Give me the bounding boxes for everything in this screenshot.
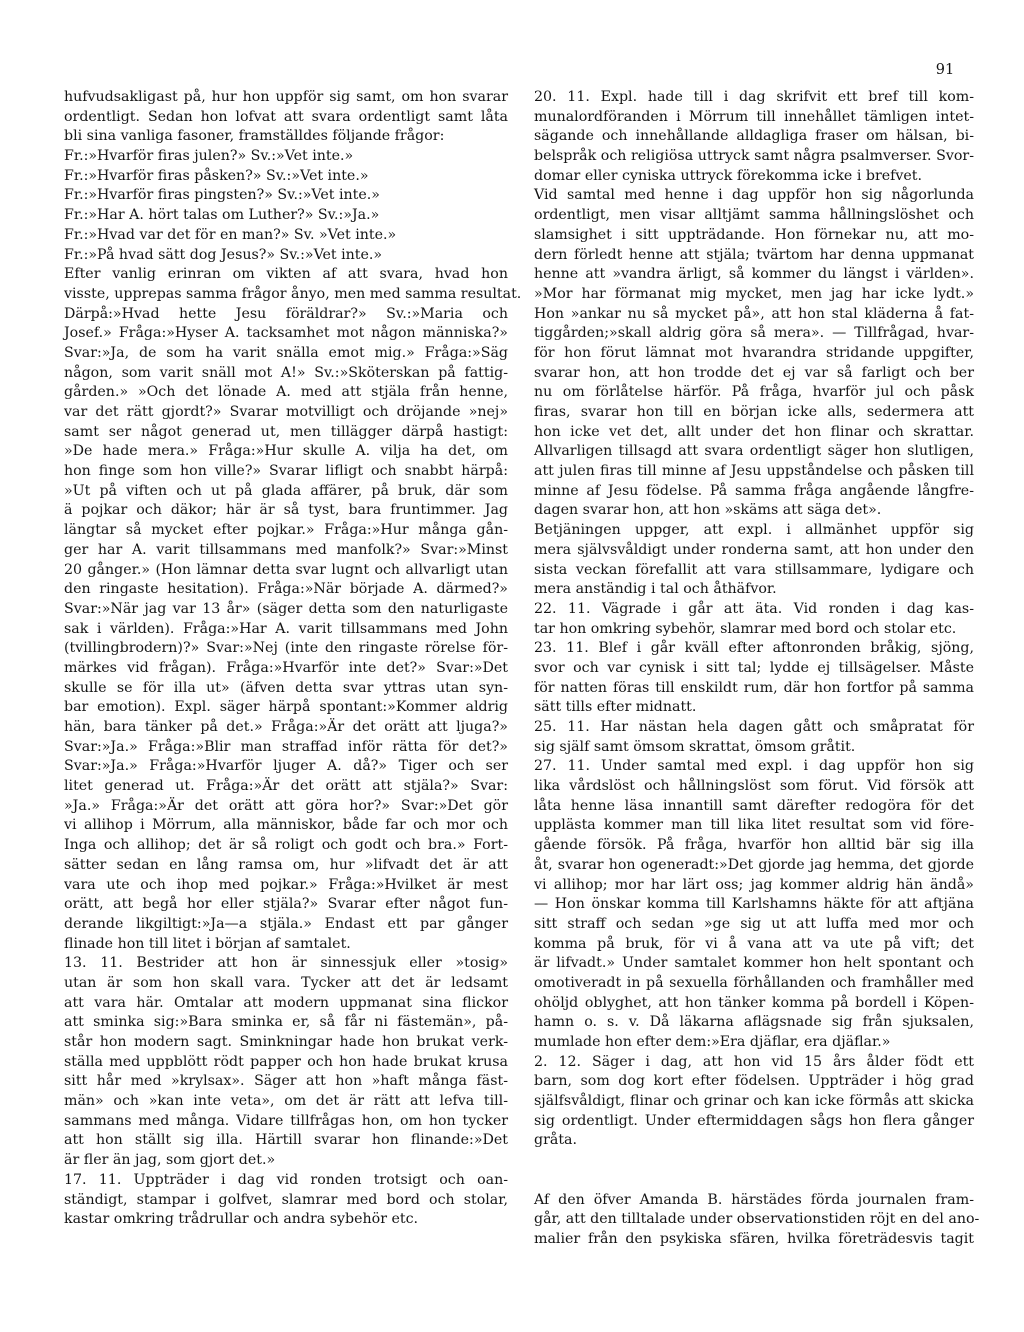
text-line: män» och »kan inte veta», om det är rätt att lefva till- <box>64 1093 508 1110</box>
text-line: kastar omkring trådrullar och andra sybehör etc. <box>64 1211 419 1228</box>
text-line: Svar:»Ja.» Fråga:»Hvarför ljuger A. då?» Tiger och ser <box>64 758 508 775</box>
text-line: dern förledt henne att stjäla; tvärtom har denna uppmanat <box>534 246 974 263</box>
text-line: flinade hon till litet i början af samtalet. <box>64 935 351 952</box>
text-line: orätt, att begå hor eller stjäla?» Svarar efter något fun- <box>64 896 508 913</box>
text-line: Betjäningen uppger, att expl. i allmänhet uppför sig <box>534 522 974 539</box>
text-line: bli sina vanliga fasoner, framställdes följande frågor: <box>64 128 445 145</box>
text-line: »De hade mera.» Fråga:»Hur skulle A. vilja ha det, om <box>64 443 508 460</box>
text-line: sig själf samt ömsom skrattat, ömsom gråtit. <box>534 738 856 755</box>
text-line: dagen svarar hon, att hon »skäms att säga det». <box>534 502 882 519</box>
text-line: belspråk och religiösa uttryck samt några psalmverser. Svor- <box>534 148 974 165</box>
right-column <box>534 88 980 1250</box>
text-line: mera självsvåldigt under ronderna samt, att hon under den <box>534 541 974 558</box>
text-line: samt ser något generad ut, men tillägger därpå hastigt: <box>64 423 508 440</box>
text-line: ställa med uppblött rödt papper och hon hade brukat krusa <box>64 1053 508 1070</box>
text-line: 27. 11. Under samtal med expl. i dag uppför hon sig <box>534 758 974 775</box>
text-line: 17. 11. Uppträder i dag vid ronden trotsigt och oan- <box>64 1171 508 1188</box>
text-line: omotiveradt in på sexuella förhållanden och framhåller med <box>534 974 974 991</box>
text-line: Svar:»När jag var 13 år» (säger detta som den naturligaste <box>64 600 508 617</box>
text-line: gården.» »Och det lönade A. med att stjäla från henne, <box>64 384 508 401</box>
text-line: sak i världen). Fråga:»Har A. varit tillsammans med John <box>64 620 508 637</box>
text-line: Josef.» Fråga:»Hyser A. tacksamhet mot någon människa?» <box>64 325 508 342</box>
text-line: Allvarligen tillsagd att svara ordentligt säger hon slutligen, <box>534 443 974 460</box>
text-line: 25. 11. Har nästan hela dagen gått och småpratat för <box>534 719 974 735</box>
text-line: sista veckan förefallit att vara stillsammare, lydigare och <box>534 561 974 578</box>
text-line: sitt hår med »krylsax». Säger att hon »haft många fäst- <box>64 1073 508 1090</box>
text-line: Fr.:»Hvarför firas pingsten?» Sv.:»Vet inte.» <box>64 187 380 204</box>
text-line: är lifvadt.» Under samtalet kommer hon helt spontant och <box>534 955 974 972</box>
text-line: nu om förlåtelse härför. På fråga, hvarför jul och påsk <box>534 384 974 401</box>
text-line: hon finge som hon ville?» Svarar lifligt och snabbt härpå: <box>64 463 508 480</box>
text-line: 20 gånger.» (Hon lämnar detta svar lugnt och allvarligt utan <box>64 561 508 578</box>
text-line: »Ja.» Fråga:»Är det orätt att göra hor?» Svar:»Det gör <box>64 797 508 814</box>
text-line: att sminka sig:»Bara sminka er, så får ni fästemän», på- <box>64 1014 508 1031</box>
text-line: »Mor har förmanat mig mycket, men jag har icke lydt.» <box>534 285 974 302</box>
blank-line <box>534 1171 974 1191</box>
text-line: 20. 11. Expl. hade till i dag skrifvit ett bref till kom- <box>534 89 974 105</box>
text-line: svarar hon, att hon trodde det ej var så farligt och ber <box>534 364 974 381</box>
text-line: Svar:»Ja, de som ha varit snälla emot mig.» Fråga:»Säg <box>64 344 508 361</box>
text-line: ger har A. varit tillsammans med manfolk?» Svar:»Minst <box>64 541 508 558</box>
text-line: tar hon omkring sybehör, slamrar med bord och stolar etc. <box>534 620 957 637</box>
text-line: sätter sedan en lång ramsa om, hur »lifvadt det är att <box>64 856 508 873</box>
text-line: tiggården;»skall aldrig göra så mera». — Tillfrågad, hvar- <box>534 325 974 342</box>
text-line: vara ute och ihop med pojkar.» Fråga:»Hvilket är mest <box>64 876 508 893</box>
text-line: 23. 11. Blef i går kväll efter aftonronden bråkig, sjöng, <box>534 640 974 657</box>
text-line: den ringaste hesitation). Fråga:»När började A. därmed?» <box>64 581 508 598</box>
text-line: sätt tills efter midnatt. <box>534 699 697 716</box>
text-line: minne af Jesu födelse. På samma fråga angående långfre- <box>534 482 974 499</box>
text-line: 22. 11. Vägrade i går att äta. Vid ronden i dag kas- <box>534 600 974 617</box>
text-line: bar emotion). Expl. säger härpå spontant:»Kommer aldrig <box>64 699 508 716</box>
text-line: »Ut på viften och ut på glada affärer, på bruk, där som <box>64 482 508 499</box>
text-line: slamsighet i sitt uppträdande. Hon förnekar nu, att mo- <box>534 226 974 243</box>
text-line: derande likgiltigt:»Ja—a stjäla.» Endast ett par gånger <box>64 915 508 932</box>
text-line: var det rätt gjordt?» Svarar motvilligt och dröjande »nej» <box>64 404 508 420</box>
text-line: firas, svarar hon till en början icke alls, sedermera att <box>534 404 974 420</box>
text-line: hufvudsakligast på, hur hon uppför sig samt, om hon svarar <box>64 89 508 105</box>
text-line: komma på bruk, för vi å vana att va ute på vift; det <box>534 935 974 952</box>
text-line: malier från den psykiska sfären, hvilka företrädesvis tagit <box>534 1230 974 1247</box>
text-line: upplästa kommer man till lika litet resultat som vid före- <box>534 817 974 834</box>
text-line: Hon »ankar nu så mycket på», att hon stal kläderna å fat- <box>534 305 974 322</box>
text-line: hän, bara tänker på det.» Fråga:»Är det orätt att ljuga?» <box>64 719 508 735</box>
text-line: Fr.:»På hvad sätt dog Jesus?» Sv.:»Vet inte.» <box>64 246 383 263</box>
text-line: munalordföranden i Mörrum till innehållet tämligen intet- <box>534 108 974 125</box>
text-line: för hon förut lämnat mot hvarandra stridande uppgifter, <box>534 344 974 361</box>
text-line: gående försök. På fråga, hvarför hon alltid bär sig illa <box>534 837 974 854</box>
text-line: visste, upprepas samma frågor ånyo, men med samma resultat. <box>64 285 522 302</box>
text-line: för natten föras till enskildt rum, där hon fortfor på samma <box>534 679 974 696</box>
text-line: att julen firas till minne af Jesu uppståndelse och påsken till <box>534 463 974 480</box>
text-line: längtar så mycket efter pojkar.» Fråga:»Hur många gån- <box>64 522 508 539</box>
text-line: domar eller cyniska uttryck förekomma icke i brefvet. <box>534 167 923 184</box>
left-column <box>64 88 522 1230</box>
text-line: är fler än jag, som gjort det.» <box>64 1152 276 1169</box>
text-line: ordentligt. Sedan hon lofvat att svara ordentligt samt låta <box>64 108 508 125</box>
text-line: märkes vid frågan). Fråga:»Hvarför inte det?» Svar:»Det <box>64 659 508 676</box>
text-line: sammans med många. Vidare tillfrågas hon, om hon tycker <box>64 1112 508 1129</box>
text-line: ständigt, stampar i golfvet, slamrar med bord och stolar, <box>64 1191 508 1208</box>
text-line: Svar:»Ja.» Fråga:»Blir man straffad inför rätta för det?» <box>64 738 508 755</box>
text-line: ä pojkar och däkor; här är så tyst, bara fruntimmer. Jag <box>64 502 508 519</box>
page-number: 91 <box>935 62 955 78</box>
text-line: skulle se för illa ut» (äfven detta svar yttras utan syn- <box>64 679 508 696</box>
text-line: vi allihop i Mörrum, alla människor, både far och mor och <box>64 817 508 834</box>
text-line: hamn o. s. v. Då läkarna aflägsnade sig från sjuksalen, <box>534 1014 974 1031</box>
text-line: står hon modern sagt. Sminkningar hade hon brukat verk- <box>64 1034 508 1050</box>
text-line: någon, som varit snäll mot A!» Sv.:»Sköterskan på fattig- <box>64 364 508 381</box>
text-line: hon icke vet det, allt under det hon flinar och skrattar. <box>534 423 974 440</box>
text-line: barn, som dog kort efter födelsen. Uppträder i hög grad <box>534 1073 974 1090</box>
text-line: låta henne läsa innantill samt därefter redogöra för det <box>534 797 974 814</box>
text-line: själfsvåldigt, flinar och grinar och kan icke förmås att skicka <box>534 1093 974 1110</box>
text-line: Af den öfver Amanda B. härstädes förda journalen fram- <box>534 1191 974 1208</box>
text-line: Vid samtal med henne i dag uppför hon sig någorlunda <box>534 187 974 204</box>
text-line: Inga och allihop; det är så roligt och godt och bra.» Fort- <box>64 837 508 854</box>
text-line: litet generad ut. Fråga:»Är det orätt att stjäla?» Svar: <box>64 778 508 795</box>
text-line: gråta. <box>534 1132 577 1149</box>
text-line: sig ordentligt. Under eftermiddagen sågs hon flera gånger <box>534 1112 974 1129</box>
text-line: sägande och innehållande alldagliga fraser om hälsan, bi- <box>534 128 974 145</box>
text-line: utan är som hon skall vara. Tycker att det är ledsamt <box>64 974 508 991</box>
text-line: mera anständig i tal och åthäfvor. <box>534 581 777 598</box>
text-line: Därpå:»Hvad hette Jesu föräldrar?» Sv.:»Maria och <box>64 305 508 322</box>
text-line: Fr.:»Har A. hört talas om Luther?» Sv.:»Ja.» <box>64 207 380 224</box>
text-line: åt, svarar hon ogeneradt:»Det gjorde jag hemma, det gjorde <box>534 856 974 873</box>
text-line: 2. 12. Säger i dag, att hon vid 15 års ålder födt ett <box>534 1053 974 1070</box>
text-line: att vara här. Omtalar att modern uppmanat sina flickor <box>64 994 508 1011</box>
text-line: att hon ställt sig illa. Härtill svarar hon flinande:»Det <box>64 1132 508 1149</box>
text-line: svor och var cynisk i sitt tal; lydde ej tillsägelser. Måste <box>534 659 974 676</box>
text-line: lika vårdslöst och hållningslöst som förut. Vid försök att <box>534 778 974 795</box>
text-line: mumlade hon efter dem:»Era djäflar, era djäflar.» <box>534 1034 891 1050</box>
text-line: Fr.:»Hvarför firas påsken?» Sv.:»Vet inte.» <box>64 167 369 184</box>
text-line: henne att »vandra ärligt, så kommer du längst i världen». <box>534 266 974 283</box>
text-line: Efter vanlig erinran om vikten af att svara, hvad hon <box>64 266 508 283</box>
text-line: ordentligt, men visar alltjämt samma hållningslöshet och <box>534 207 974 224</box>
text-line: ohöljd oblyghet, att hon tänker komma på bordell i Köpen- <box>534 994 974 1011</box>
text-line: 13. 11. Bestrider att hon är sinnessjuk eller »tosig» <box>64 955 508 972</box>
text-line: sitt straff och sedan »ge sig ut att luffa med mor och <box>534 915 974 932</box>
blank-line <box>534 1151 974 1171</box>
text-line: (tvillingbrodern)?» Svar:»Nej (inte den ringaste rörelse för- <box>64 640 508 657</box>
text-line: Fr.:»Hvad var det för en man?» Sv. »Vet inte.» <box>64 226 397 243</box>
text-line: vi allihop; mor har lärt oss; jag kommer aldrig hän ändå» <box>534 876 974 893</box>
text-line: går, att den tilltalade under observationstiden röjt en del ano- <box>534 1211 980 1228</box>
text-line: Fr.:»Hvarför firas julen?» Sv.:»Vet inte.» <box>64 148 354 165</box>
text-line: — Hon önskar komma till Karlshamns häkte för att aftjäna <box>534 896 974 913</box>
